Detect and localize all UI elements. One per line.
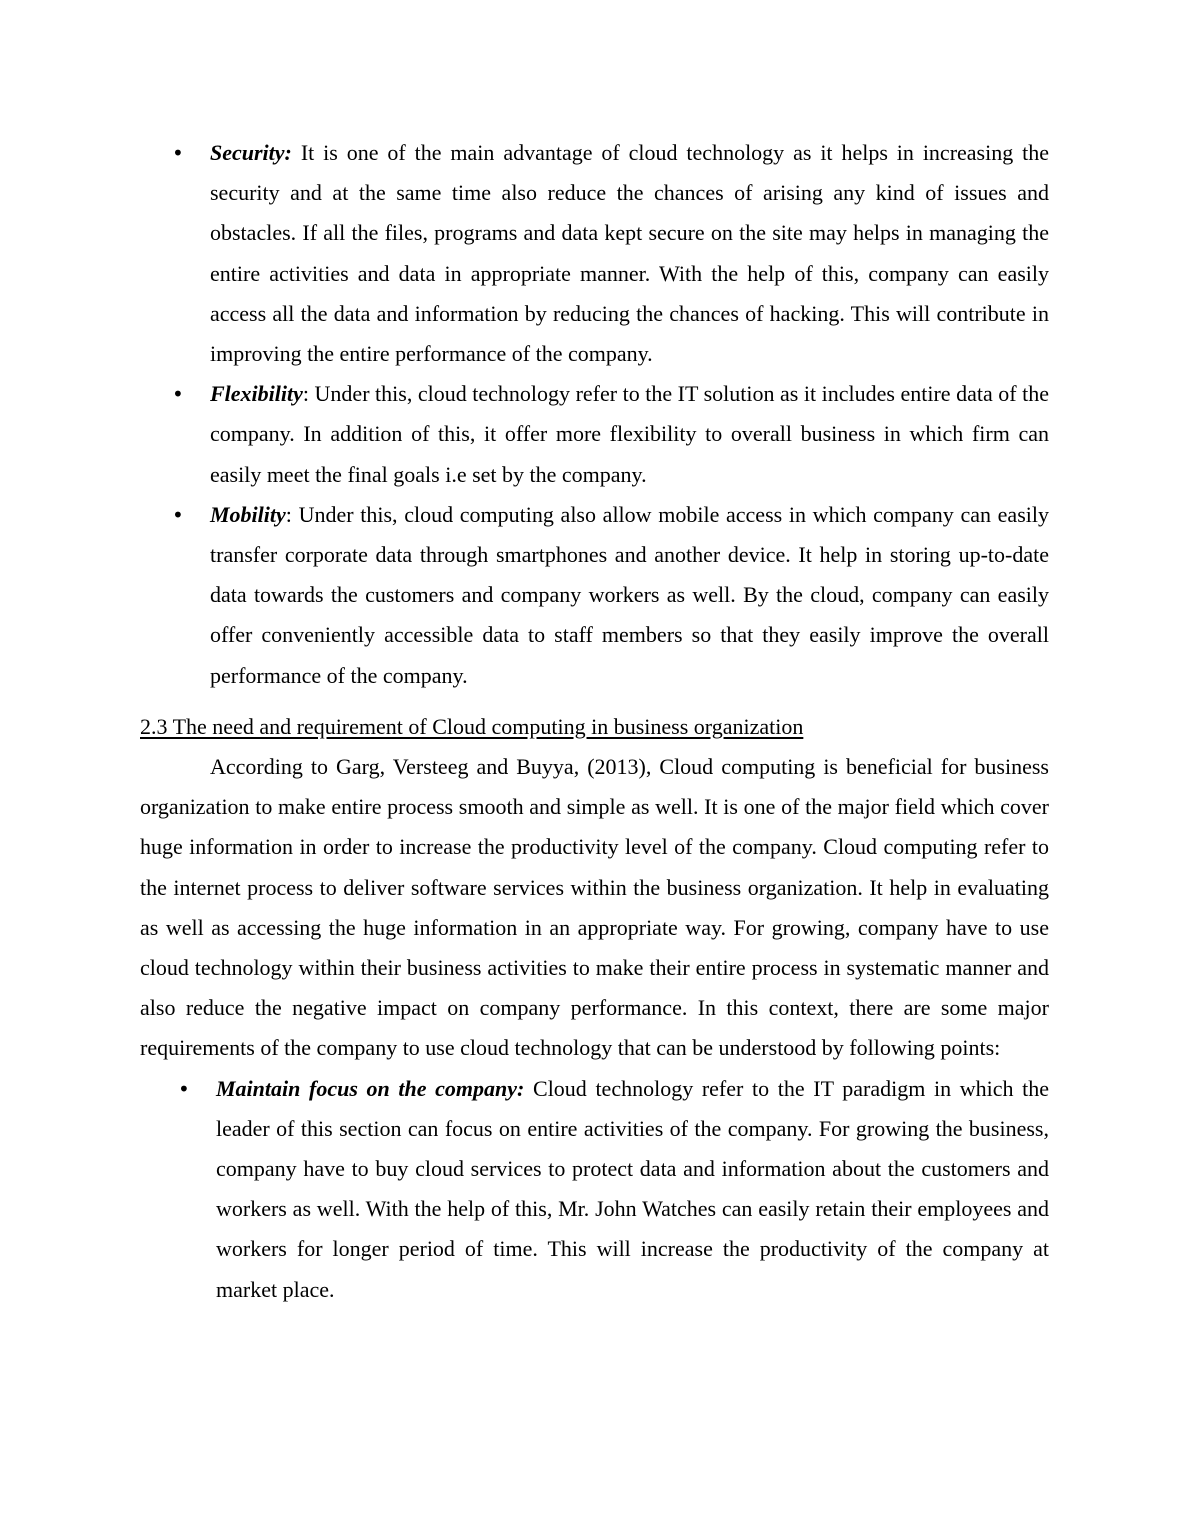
list-item-term: Security:	[210, 140, 292, 165]
bullet-icon: •	[172, 382, 184, 407]
list-item-term: Flexibility	[210, 381, 303, 407]
section-paragraph: According to Garg, Versteeg and Buyya, (2013), Cloud computing is beneficial for business organization to make entire process smooth and simple as well. It is one of the major field which cover huge information in order to increase the productivity level of the company. Cloud computing refer to the internet process to deliver software services within the business organization. It help in evaluating as well as accessing the huge information in an appropriate way. For growing, company have to use cloud technology within their business activities to make their entire process in systematic manner and also reduce the negative impact on company performance. In this context, there are some major requirements of the company to use cloud technology that can be understood by following points:	[140, 754, 1049, 1061]
list-item-separator	[524, 1076, 533, 1101]
document-page	[140, 133, 1049, 1310]
list-item-separator: :	[285, 501, 299, 527]
bullet-icon: •	[178, 1076, 190, 1101]
list-item-text: Under this, cloud computing also allow mobile access in which company can easily transfer corporate data through smartphones and another device. It help in storing up-to-date data towards the customers and company workers as well. By the cloud, company can easily offer conveniently accessible data to staff members so that they easily improve the overall performance of the company.	[210, 501, 1049, 688]
bullet-icon: •	[172, 141, 184, 165]
list-item-separator	[292, 140, 301, 165]
section-heading: 2.3 The need and requirement of Cloud computing in business organization	[140, 713, 804, 739]
list-item-maintain-focus	[140, 1069, 1049, 1310]
list-item-security	[140, 133, 1049, 374]
list-item-separator: :	[302, 381, 315, 407]
benefits-list	[140, 133, 1049, 696]
list-item-mobility	[140, 495, 1049, 696]
list-item-text: It is one of the main advantage of cloud technology as it helps in increasing the security and at the same time also reduce the chances of arising any kind of issues and obstacles. If all the files, programs and data kept secure on the site may helps in managing the entire activities and data in appropriate manner. With the help of this, company can easily access all the data and information by reducing the chances of hacking. This will contribute in improving the entire performance of the company.	[210, 140, 1050, 367]
list-item-term: Mobility	[210, 501, 286, 527]
list-item-flexibility	[140, 374, 1049, 495]
bullet-icon: •	[172, 502, 184, 527]
requirements-list	[140, 1069, 1049, 1310]
list-item-text: Cloud technology refer to the IT paradigm in which the leader of this section can focus on entire activities of the company. For growing the business, company have to buy cloud services to protect data and information about the customers and workers as well. With the help of this, Mr. John Watches can easily retain their employees and workers for longer period of time. This will increase the productivity of the company at market place.	[216, 1075, 1049, 1302]
list-item-text: Under this, cloud technology refer to the IT solution as it includes entire data of the company. In addition of this, it offer more flexibility to overall business in which firm can easily meet the final goals i.e set by the company.	[210, 381, 1049, 487]
list-item-term: Maintain focus on the company:	[216, 1075, 525, 1101]
